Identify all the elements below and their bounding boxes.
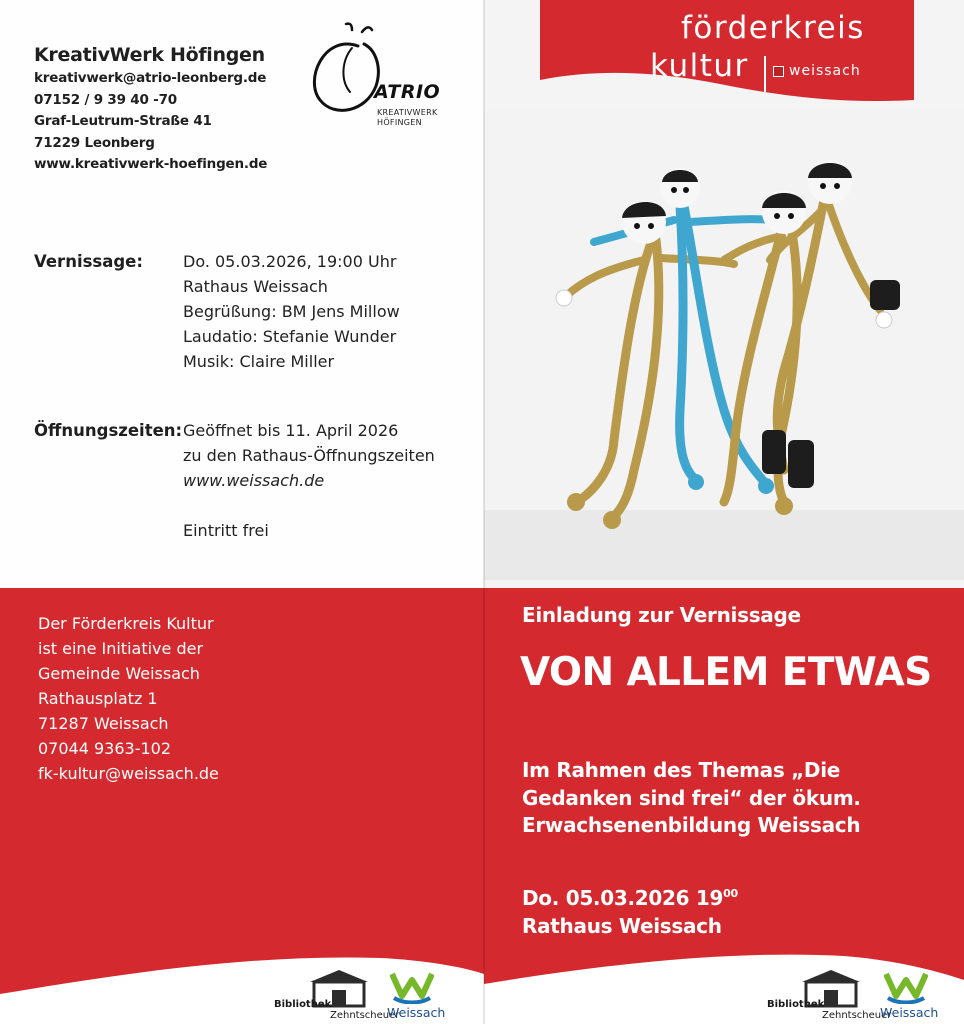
- opening-hours: zu den Rathaus-Öffnungszeiten: [183, 446, 435, 465]
- invitation-subtitle: Einladung zur Vernissage: [522, 603, 801, 627]
- library-sublabel: Zehntscheuer: [330, 1010, 400, 1021]
- organizer-phone: 07152 / 9 39 40 -70: [34, 92, 177, 108]
- event-venue: Rathaus Weissach: [522, 914, 722, 938]
- library-sublabel-right: Zehntscheuer: [822, 1010, 892, 1021]
- library-label: Bibliothek: [274, 999, 332, 1010]
- opening-until: Geöffnet bis 11. April 2026: [183, 421, 399, 440]
- atrio-sub1: KREATIVWERK: [377, 108, 438, 117]
- vernissage-venue: Rathaus Weissach: [183, 277, 328, 296]
- thread-figures-photo: [484, 110, 964, 580]
- header-town: weissach: [789, 63, 861, 79]
- theme-line-3: Erwachsenenbildung Weissach: [522, 813, 861, 837]
- fk-city: 71287 Weissach: [38, 714, 169, 733]
- atrio-subline: [377, 108, 438, 128]
- theme-line-2: Gedanken sind frei“ der ökum.: [522, 786, 861, 810]
- fk-line-3: Gemeinde Weissach: [38, 664, 200, 683]
- fk-email[interactable]: fk-kultur@weissach.de: [38, 764, 219, 783]
- event-time-sup: 00: [723, 887, 738, 900]
- vernissage-date: Do. 05.03.2026, 19:00 Uhr: [183, 252, 397, 271]
- weissach-logo-text-right: Weissach: [880, 1005, 939, 1020]
- organizer-website[interactable]: www.kreativwerk-hoefingen.de: [34, 156, 268, 172]
- event-date: Do. 05.03.2026 19: [522, 886, 724, 910]
- library-label-right: Bibliothek: [767, 999, 825, 1010]
- weissach-crest-icon: [773, 66, 784, 77]
- opening-hours-label: Öffnungszeiten:: [34, 421, 183, 440]
- vernissage-laudatio: Laudatio: Stefanie Wunder: [183, 327, 397, 346]
- atrio-wordmark: ATRIO: [374, 81, 441, 103]
- organizer-name: KreativWerk Höfingen: [34, 44, 265, 66]
- opening-website[interactable]: www.weissach.de: [183, 471, 325, 490]
- vernissage-music: Musik: Claire Miller: [183, 352, 335, 371]
- vernissage-label: Vernissage:: [34, 252, 143, 271]
- atrio-sub2: HÖFINGEN: [377, 118, 422, 127]
- event-datetime: [522, 886, 738, 910]
- entry-free: Eintritt frei: [183, 521, 269, 540]
- foerderkreis-word: förderkreis: [681, 10, 865, 46]
- fk-phone: 07044 9363-102: [38, 739, 172, 758]
- fk-line-2: ist eine Initiative der: [38, 639, 204, 658]
- weissach-logo-icon: [390, 970, 434, 1004]
- organizer-city: 71229 Leonberg: [34, 135, 155, 151]
- header-divider: [764, 56, 766, 92]
- theme-line-1: Im Rahmen des Themas „Die: [522, 758, 841, 782]
- organizer-street: Graf-Leutrum-Straße 41: [34, 113, 212, 129]
- organizer-email[interactable]: kreativwerk@atrio-leonberg.de: [34, 70, 267, 86]
- fk-address: Rathausplatz 1: [38, 689, 158, 708]
- kultur-word: kultur: [650, 48, 749, 84]
- weissach-logo-text: Weissach: [387, 1005, 446, 1020]
- weissach-logo-icon-right: [884, 970, 928, 1004]
- fold-line: [483, 0, 485, 1024]
- fk-line-1: Der Förderkreis Kultur: [38, 614, 214, 633]
- exhibition-title: VON ALLEM ETWAS: [520, 650, 932, 695]
- vernissage-greeting: Begrüßung: BM Jens Millow: [183, 302, 400, 321]
